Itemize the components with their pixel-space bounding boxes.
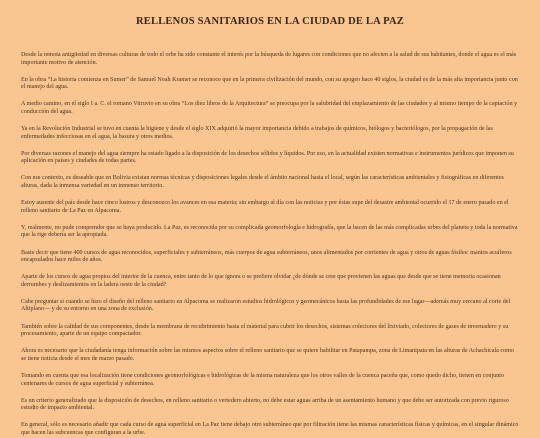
paragraph: Cabe preguntar si cuando se hizo el diseño del relleno sanitario en Alpacoma se realizaron estudios hidrológicos y geomecánicos hasta las profundidades de ese lugar—además muy cercano al corte del Altiplano— y de su entorno en una zona de exclusión.: [21, 298, 511, 313]
paragraph: Desde la remota antigüedad en diversas culturas de todo el orbe ha sido constante el interés por la búsqueda de lugares con condiciones que no afecten a la salud de sus habitantes, donde el agua es el más importante motivo de atención.: [21, 52, 517, 66]
paragraph: Ya en la Revolución Industrial se tuvo en cuenta la higiene y desde el siglo XIX adquirió la mayor importancia debido a trabajos de químicos, biólogos y bacteriólogos, por la propagación de las enfermedades infecciosas en el agua, la basura y otros medios.: [21, 126, 493, 140]
paragraph: También sobre la calidad de sus componentes, desde la membrana de recubrimiento hasta el material para cubrir los desechos, sistemas colectores del lixiviado, colectores de gases de invernadero y su procesamiento, aparte de un equipo compactador.: [21, 323, 509, 338]
paragraph: A medio camino, en el siglo I a. C. el romano Vitruvio en su obra “Los diez libros de la Arquitectura” se preocupa por la salubridad del emplazamiento de las ciudades y al mismo tiempo de la captación y conducción del agua.: [21, 101, 518, 115]
paragraph: Con ese contexto, es deseable que en Bolivia existan normas técnicas y disposiciones legales desde el ámbito nacional hasta el local, según las características ambientales y fisiográficas en diferentes alturas, dada la inmensa variedad en un inmenso territorio.: [21, 175, 504, 190]
paragraph: Baste decir que tiene 400 cursos de agua reconocidos, superficiales y subterráneos, más cuerpos de agua subterráneos, unos alimentados por corrientes de agua y otros de aguas fósiles: mantos acuíferos encapsulados hace miles de años.: [21, 249, 512, 264]
paragraph: Tomando en cuenta que esa localización tiene condiciones geomorfológicas e hidrológicas de la misma naturaleza que los otros valles de la cuenca paceña que, como quedo dicho, tienen en conjunto centenares de cursos de agua superficial y subterránea.: [21, 372, 505, 387]
paragraph: Aparte de los cursos de agua propios del interior de la cuenca, entre tanto de lo que ignora o se prefiere olvidar ¿de dónde se cree que provienen las aguas que desde que se tiene memoria ocasionan derrumbes y deslizamientos en la ladera oeste de la ciudad?: [21, 274, 501, 288]
document-title: RELLENOS SANITARIOS EN LA CIUDAD DE LA PAZ: [136, 16, 404, 27]
paragraph: Es un criterio generalizado que la disposición de desechos, en relleno sanitario o vertedero abierto, no debe estar aguas arriba de un asentamiento humano y que debe ser autorizada con previo riguroso estudio de impacto ambiental.: [21, 397, 509, 412]
paragraph: Ahora es necesario que la ciudadanía tenga información sobre las mismos aspectos sobre el relleno sanitario que se quiere habilitar en Patapampa, zona de Limanipata en las alturas de Achachicala como se tiene noticia desde el mes de marzo pasado.: [21, 348, 514, 362]
paragraph: En la obra “La historia comienza en Sumer” de Samuel Noah Kramer se reconoce que en la primera civilización del mundo, con su apogeo hace 40 siglos, la ciudad es de la más alta importancia junto con el manejo del agua.: [21, 76, 518, 91]
document-body: [21, 52, 519, 438]
paragraph: Por diversas razones el manejo del agua siempre ha estado ligado a la disposición de los desechos sólidos y líquidos. Por eso, en la actualidad existen normativas e instrumentos jurídicos que imponen su aplicación en países y ciudades de todas partes.: [21, 150, 514, 165]
paragraph: Estoy ausente del país desde hace cinco lustros y desconozco los avances en esa materia; sin embargo al día con las noticias y por éstas supe del desastre ambiental ocurrido el 17 de enero pasado en el relleno sanitario de La Paz en Alpacoma.: [21, 200, 509, 214]
paragraph: Y, realmente, no pude comprender que se haya producido. La Paz, es reconocida por su complicada geomorfología e hidrografía, que la hacen de las más complicadas urbes del planeta y toda la normativa que la rige debería ser la apropiada.: [21, 224, 518, 239]
paragraph: En general, sólo es necesario añadir que cada curso de agua superficial en La Paz tiene debajo otro subterráneo que por filtración tiene las mismas características físicas y químicas, en el singular dinámico que hacen las subcuencas que configuran a la urbe.: [21, 422, 519, 436]
